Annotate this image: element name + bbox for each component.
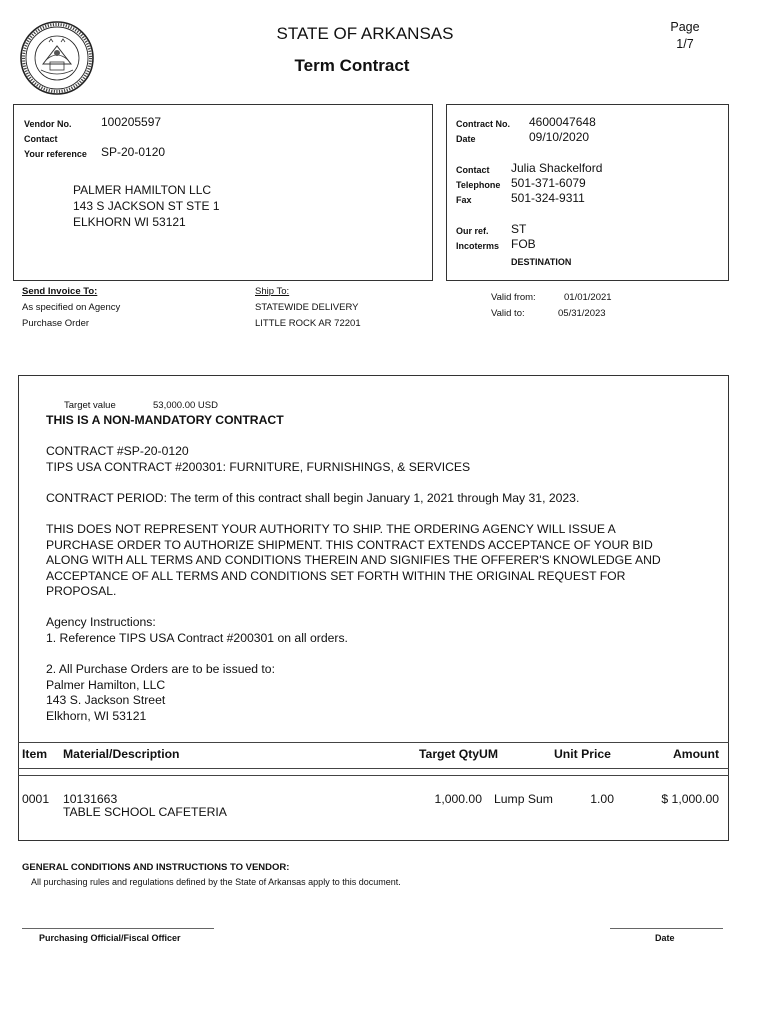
state-title: STATE OF ARKANSAS: [276, 24, 454, 43]
valid-from-label: Valid from:: [491, 292, 536, 303]
fax-label: Fax: [456, 195, 472, 205]
ship-to-line: LITTLE ROCK AR 72201: [255, 318, 361, 329]
official-signature-line: [22, 928, 214, 929]
column-header-description: Material/Description: [63, 747, 180, 761]
contract-no-value: 4600047648: [529, 115, 596, 129]
row-um: Lump Sum: [494, 792, 553, 806]
vendor-address-line: ELKHORN WI 53121: [73, 215, 186, 229]
signature-date-label: Date: [655, 933, 675, 943]
tips-contract-line: TIPS USA CONTRACT #200301: FURNITURE, FURNISHINGS, & SERVICES: [46, 460, 471, 474]
vendor-box: [13, 104, 433, 281]
valid-from-value: 01/01/2021: [564, 292, 612, 303]
table-top-rule: [18, 742, 729, 743]
notice-line: ACCEPTANCE OF ALL TERMS AND CONDITIONS SET FORTH WITHIN THE ORIGINAL REQUEST FOR: [46, 569, 626, 583]
notice-line: PROPOSAL.: [46, 584, 117, 598]
our-ref-label: Our ref.: [456, 226, 489, 236]
table-header-rule: [18, 768, 729, 769]
telephone-value: 501-371-6079: [511, 176, 586, 190]
vendor-no-label: Vendor No.: [24, 119, 72, 129]
target-value-amount: 53,000.00 USD: [153, 400, 218, 411]
column-header-item: Item: [22, 747, 48, 761]
contract-box: [446, 104, 729, 281]
date-label: Date: [456, 134, 476, 144]
vendor-address-line: 143 S JACKSON ST STE 1: [73, 199, 220, 213]
our-ref-value: ST: [511, 222, 527, 236]
purchasing-official-label: Purchasing Official/Fiscal Officer: [39, 933, 181, 943]
mandatory-notice: THIS IS A NON-MANDATORY CONTRACT: [46, 413, 284, 427]
contract-period: CONTRACT PERIOD: The term of this contract shall begin January 1, 2021 through May 31, 2023.: [46, 491, 580, 505]
fax-value: 501-324-9311: [511, 191, 585, 205]
agency-instruction: 1. Reference TIPS USA Contract #200301 on all orders.: [46, 631, 348, 645]
page-label: Page: [670, 20, 700, 34]
column-header-unit-price: Unit Price: [554, 747, 611, 761]
contact-label: Contact: [456, 165, 490, 175]
column-header-qty-um: Target QtyUM: [419, 747, 498, 761]
row-qty: 1,000.00: [434, 792, 482, 806]
send-invoice-heading: Send Invoice To:: [22, 286, 98, 297]
incoterms-destination: DESTINATION: [511, 257, 572, 267]
vendor-no-value: 100205597: [101, 115, 162, 129]
row-unit-price: 1.00: [590, 792, 614, 806]
target-value-label: Target value: [64, 400, 116, 411]
general-conditions-heading: GENERAL CONDITIONS AND INSTRUCTIONS TO VENDOR:: [22, 862, 290, 873]
contract-number-line: CONTRACT #SP-20-0120: [46, 444, 189, 458]
send-invoice-line: As specified on Agency: [22, 302, 121, 313]
vendor-address-line: PALMER HAMILTON LLC: [73, 183, 212, 197]
contract-no-label: Contract No.: [456, 119, 510, 129]
row-description: TABLE SCHOOL CAFETERIA: [63, 805, 227, 819]
contact-value: Julia Shackelford: [511, 161, 603, 175]
issue-to-line: 143 S. Jackson Street: [46, 693, 166, 707]
agency-instruction: 2. All Purchase Orders are to be issued to:: [46, 662, 275, 676]
agency-instructions-heading: Agency Instructions:: [46, 615, 156, 629]
notice-line: PURCHASE ORDER TO AUTHORIZE SHIPMENT. THIS CONTRACT EXTENDS ACCEPTANCE OF YOUR BID: [46, 538, 653, 552]
telephone-label: Telephone: [456, 180, 501, 190]
ship-to-line: STATEWIDE DELIVERY: [255, 302, 359, 313]
general-conditions-text: All purchasing rules and regulations defined by the State of Arkansas apply to this document.: [31, 877, 401, 887]
row-item: 0001: [22, 792, 50, 806]
column-header-amount: Amount: [672, 747, 719, 761]
your-reference-label: Your reference: [24, 149, 87, 159]
page-number: 1/7: [676, 37, 694, 51]
date-signature-line: [610, 928, 723, 929]
notice-line: THIS DOES NOT REPRESENT YOUR AUTHORITY TO SHIP. THE ORDERING AGENCY WILL ISSUE A: [46, 522, 616, 536]
send-invoice-line: Purchase Order: [22, 318, 90, 329]
ship-to-heading: Ship To:: [255, 286, 290, 297]
row-amount: $ 1,000.00: [661, 792, 719, 806]
issue-to-line: Palmer Hamilton, LLC: [46, 678, 166, 692]
incoterms-value: FOB: [511, 237, 536, 251]
notice-line: ALONG WITH ALL TERMS AND CONDITIONS THEREIN AND SIGNIFIES THE OFFERER'S KNOWLEDGE AND: [46, 553, 661, 567]
date-value: 09/10/2020: [529, 130, 590, 144]
row-material: 10131663: [63, 792, 118, 806]
your-reference-value: SP-20-0120: [101, 145, 166, 159]
valid-to-value: 05/31/2023: [558, 308, 606, 319]
incoterms-label: Incoterms: [456, 241, 500, 251]
issue-to-line: Elkhorn, WI 53121: [46, 709, 147, 723]
contact-label: Contact: [24, 134, 58, 144]
document-title: Term Contract: [294, 56, 410, 75]
valid-to-label: Valid to:: [491, 308, 525, 319]
table-header-rule: [18, 775, 729, 776]
